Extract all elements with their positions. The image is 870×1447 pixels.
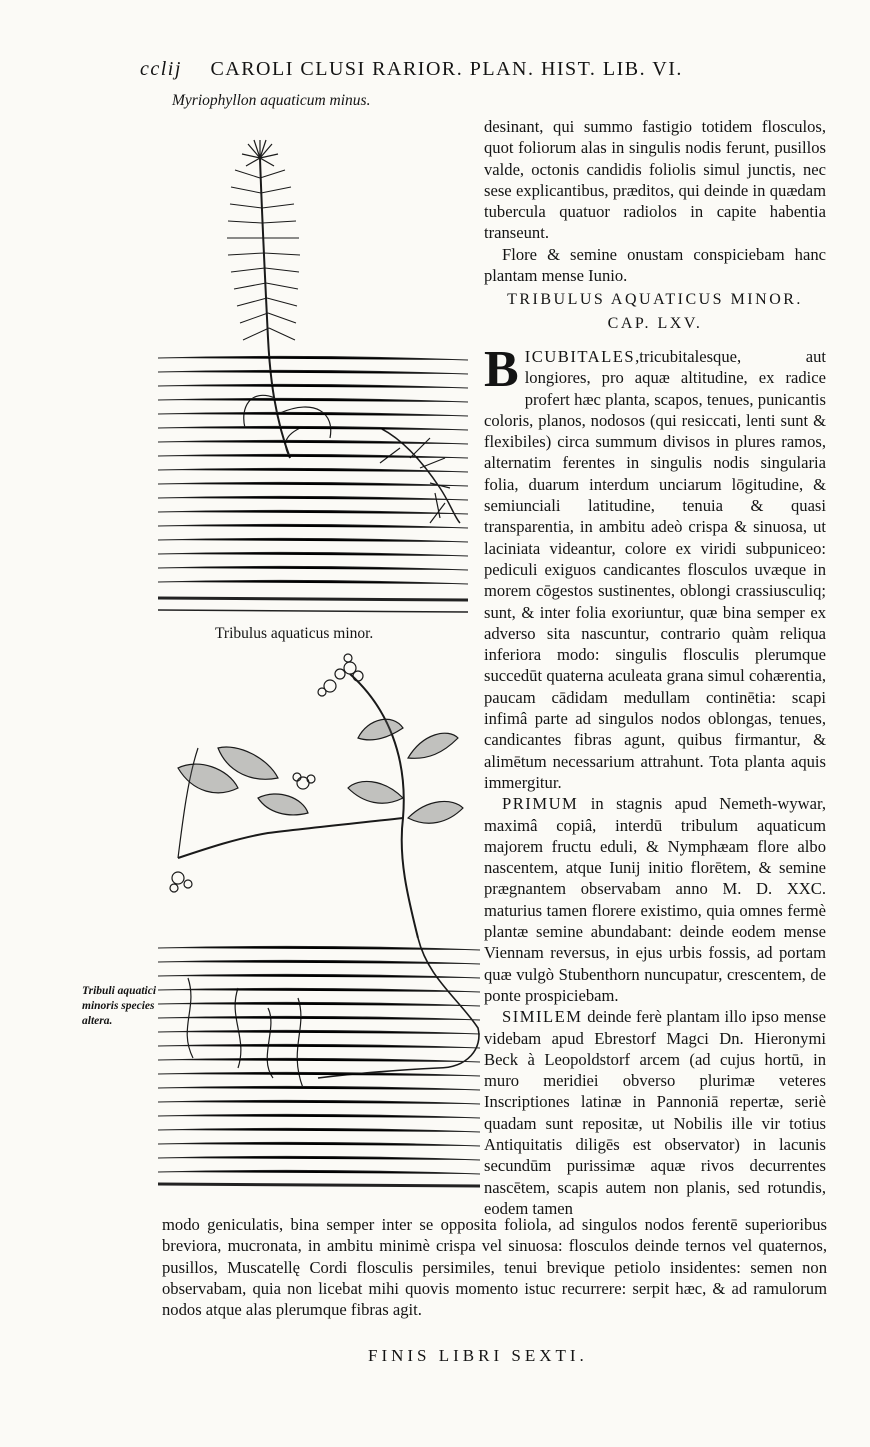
drop-cap: B [484,341,519,398]
paragraph-lead: SIMILEM [502,1007,583,1027]
paragraph-body: deinde ferè plantam illo ipso mense videbam apud Ebrestorf Magci Dn. Hieronymi Beck à Leopoldstorf arcem (ad cujus hortū, in muro meridiei obverso plurimæ veteres Inscriptiones latinæ in Pannoniā repertæ, seriè quadam sunt repositæ, ut Nobilis ille vir totius Antiquitatis diligēs est observator) in lacunis secundūm purissimæ aquæ rivos decurrentes nascētem, scapis autem non planis, sed rotundis, eodem tamen [484,1007,826,1218]
paragraph-body: in stagnis apud Nemeth-wywar, maximâ copiâ, interdū tribulum aquaticum majorem fructu eduli, & Nymphæam flore albo nascentem, atque Iunij initio florētem, & semine prægnantem observabam anno M. D. XXC. maturius tamen florere existimo, quia omnes fermè plantæ semine abundabant: deinde eodem mense Viennam reversus, in ejus urbis fossis, ad portam quæ vulgò Stubenthorn nuncupatur, crescentem, de ponte prospiciebam. [484,794,826,1005]
text-column-main [484,341,826,1219]
paragraph-similar [484,1006,826,1219]
paragraph-flowering: Flore & semine onustam conspiciebam hanc plantam mense Iunio. [484,244,826,286]
paragraph-continuation: desinant, qui summo fastigio totidem flosculos, quot foliorum alas in singulis nodis ferunt, pusillos valde, octonis candidis foliolis simul junctis, nec sese explicantibus, præditos, qui deinde in quædam tubercula quatuor radiolos in capite habentia transeunt. [484,117,826,243]
chapter-number: CAP. LXV. [607,315,703,332]
paragraph-body: ,tricubitalesque, aut longiores, pro aquæ altitudine, ex radice profert hæc planta, scapos, tenues, punicantis coloris, planos, nodosos (qui resiccati, lenti sunt & flexibiles) circa summum divisos in plures ramos, alternatim ferentes in singulis nodis singularia folia, duarum interdum unciarum lōgitudine, & semiunciali latitudine, tenuia & quasi transparentia, in ambitu adeò crispa & sinuosa, ut laciniata videantur, colore ex viridi subpuniceo: pediculi exiguos candicantes flosculos uvæque in morem cōgestos sustinentes, oblongi crassiusculiq; sunt, & inter folia exoriuntur, quæ bina semper ex adverso sita nascuntur, contrario quàm reliqua inferiora modo: singulis flosculis plerumque succedūt quaterna aculeata grana simul cohærentia, paucam cādidam medullam continētia: scapi infimâ parte ad singulos nodos oblongas, tenues, candicantes fibras agunt, quibus firmantur, & alimētum necessarium attrahunt. Tota planta aquis immergitur. [484,347,826,792]
water-lines [158,356,468,612]
book-end-colophon: FINIS LIBRI SEXTI. [368,1346,588,1365]
myriophyllon-illustration [150,128,480,623]
figure2-caption: Tribulus aquaticus minor. [215,625,374,642]
paragraph-lead: PRIMUM [502,794,579,814]
water-lines-2 [158,946,480,1186]
page-header [140,58,780,81]
paragraph-habitat [484,793,826,1006]
paragraph-lead: ICUBITALES [524,347,636,366]
figure1-caption: Myriophyllon aquaticum minus. [172,92,371,109]
running-title: CAROLI CLUSI RARIOR. PLAN. HIST. LIB. VI. [210,58,683,80]
chapter-heading [484,288,826,336]
chapter-title: TRIBULUS AQUATICUS MINOR. [507,291,803,308]
folio-number: cclij [140,58,182,80]
flower-cluster-top [335,654,363,681]
marginal-note: Tribuli aquatici minoris species altera. [82,985,157,1027]
flower-cluster-left [318,680,336,696]
tribulus-illustration [158,648,488,1188]
text-column-top [484,116,826,286]
paragraph-description [484,341,826,793]
text-bottom-full-width: modo geniculatis, bina semper inter se opposita foliola, ad singulos nodos ferentē superioribus breviora, mucronata, in ambitu minimè crispa vel sinuosa: flosculos deinde ternos vel quaternos, pusillos, Muscatellę Cordi flosculis persimiles, tenui brevique petiolo insidentes: semen non observabam, quia non licebat mihi quovis momento istuc recurrere: serpit hæc, & ad ramulorum nodos atque alas plerumque fibras agit. [162,1215,827,1320]
